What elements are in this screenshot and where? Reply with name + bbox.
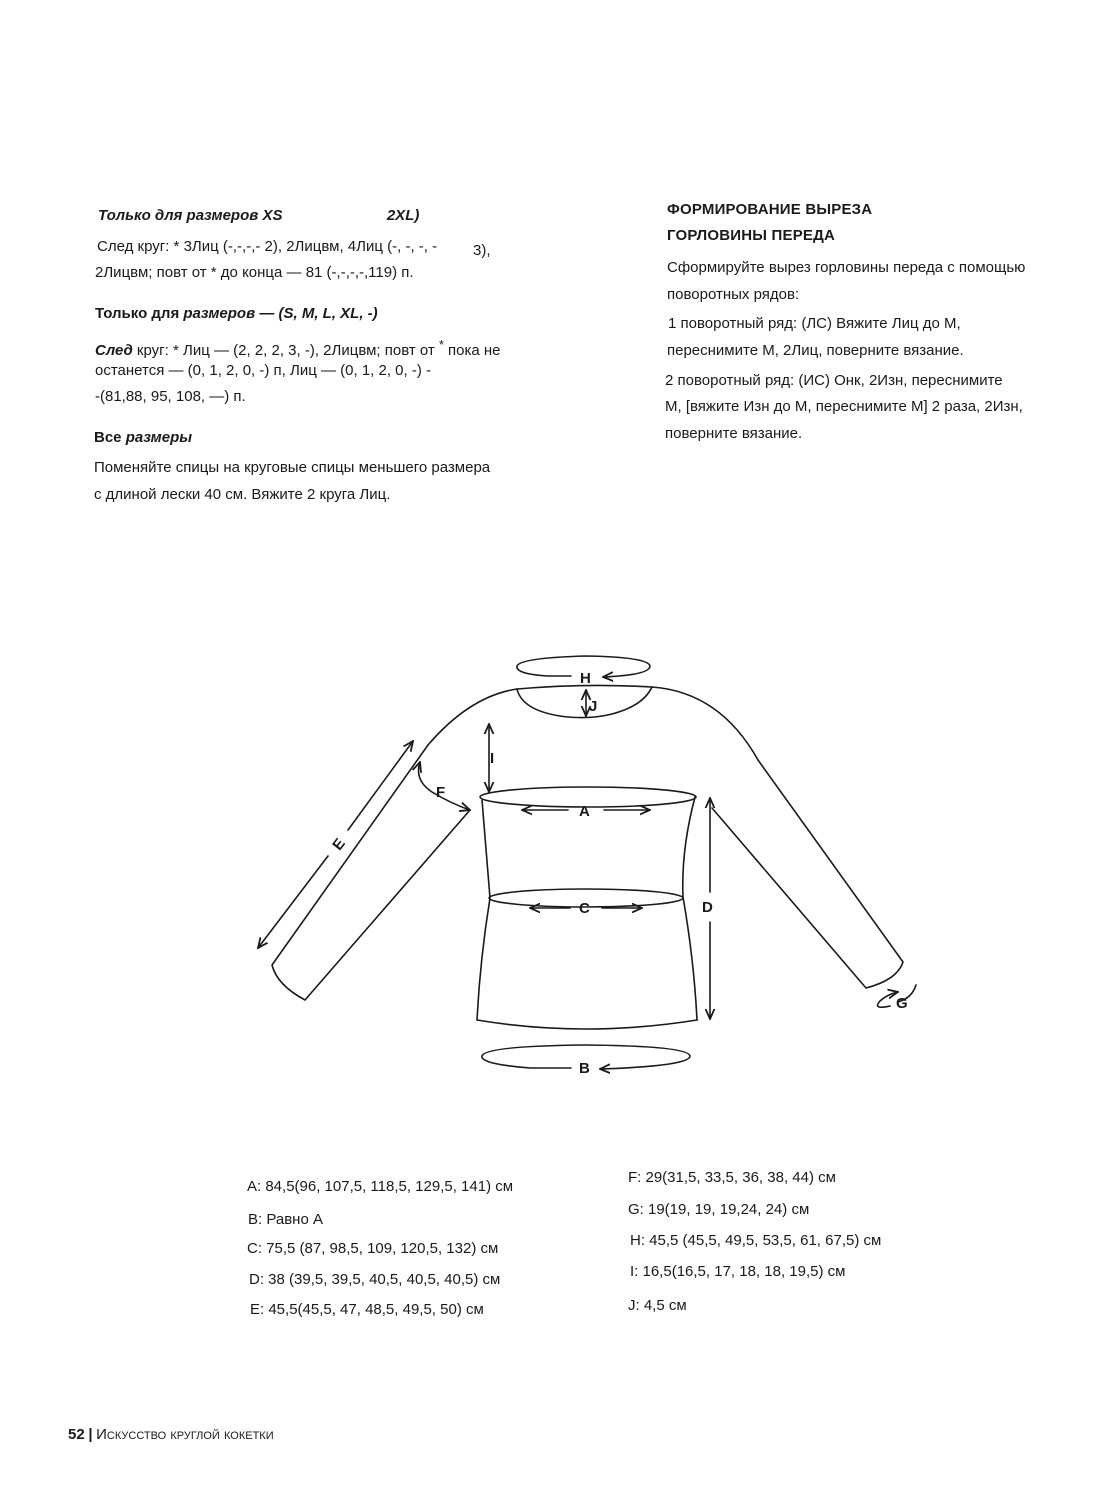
paragraph-line: След круг: * 3Лиц (-,-,-,- 2), 2Лицвм, 4Лиц (-, -, -, - bbox=[97, 238, 438, 255]
book-title: Искусство круглой кокетки bbox=[96, 1426, 274, 1443]
measurement-c: C: 75,5 (87, 98,5, 109, 120,5, 132) см bbox=[247, 1240, 499, 1257]
measurement-b: B: Равно А bbox=[248, 1211, 323, 1228]
paragraph-line: Поменяйте спицы на круговые спицы меньшего размера bbox=[94, 459, 491, 476]
measurement-h: H: 45,5 (45,5, 49,5, 53,5, 61, 67,5) см bbox=[630, 1232, 882, 1249]
measurement-f: F: 29(31,5, 33,5, 36, 38, 44) см bbox=[628, 1169, 836, 1186]
measurement-j: J: 4,5 см bbox=[628, 1297, 687, 1314]
paragraph-line: След круг: * Лиц — (2, 2, 2, 3, -), 2Лицвм; повт от * пока не bbox=[95, 338, 501, 359]
label-j: J bbox=[589, 698, 598, 715]
paragraph-line: 2 поворотный ряд: (ИС) Онк, 2Изн, переснимите bbox=[665, 372, 1003, 389]
label-h: H bbox=[580, 670, 591, 687]
paragraph-line: 2Лицвм; повт от * до конца — 81 (-,-,-,-,119) п. bbox=[95, 264, 414, 281]
label-e: E bbox=[329, 835, 349, 854]
label-c: C bbox=[579, 900, 590, 917]
paragraph-line: поворотных рядов: bbox=[667, 286, 800, 303]
paragraph-line: Сформируйте вырез горловины переда с помощью bbox=[667, 259, 1026, 276]
section-title: ФОРМИРОВАНИЕ ВЫРЕЗА bbox=[667, 201, 873, 218]
paragraph-fragment: 3), bbox=[473, 242, 491, 259]
footer-separator: | bbox=[88, 1426, 93, 1443]
measurement-g: G: 19(19, 19, 19,24, 24) см bbox=[628, 1201, 810, 1218]
label-f: F bbox=[436, 784, 446, 801]
section-heading-xs-2xl: Только для размеров XS 2XL) bbox=[98, 207, 420, 224]
label-d: D bbox=[702, 899, 713, 916]
paragraph-line: М, [вяжите Изн до М, переснимите М] 2 раза, 2Изн, bbox=[665, 398, 1023, 415]
section-heading-all-sizes: Все размеры bbox=[94, 429, 193, 446]
measurement-e: E: 45,5(45,5, 47, 48,5, 49,5, 50) см bbox=[250, 1301, 484, 1318]
measurement-d: D: 38 (39,5, 39,5, 40,5, 40,5, 40,5) см bbox=[249, 1271, 501, 1288]
paragraph-line: -(81,88, 95, 108, —) п. bbox=[95, 388, 246, 405]
body-right-side bbox=[683, 797, 697, 1020]
yoke-left-outline bbox=[428, 689, 517, 745]
neckline-outline bbox=[517, 687, 652, 718]
label-g: G bbox=[896, 995, 908, 1012]
section-title: ГОРЛОВИНЫ ПЕРЕДА bbox=[667, 227, 836, 244]
page-footer bbox=[68, 1426, 274, 1443]
paragraph-line: 1 поворотный ряд: (ЛС) Вяжите Лиц до М, bbox=[668, 315, 961, 332]
measurement-i: I: 16,5(16,5, 17, 18, 18, 19,5) см bbox=[630, 1263, 846, 1280]
paragraph-line: с длиной лески 40 см. Вяжите 2 круга Лиц. bbox=[94, 486, 391, 503]
measurement-a: A: 84,5(96, 107,5, 118,5, 129,5, 141) см bbox=[247, 1178, 514, 1195]
label-a: A bbox=[579, 803, 590, 820]
label-i: I bbox=[490, 750, 495, 767]
label-b: B bbox=[579, 1060, 590, 1077]
body-hem bbox=[477, 1020, 697, 1029]
paragraph-line: поверните вязание. bbox=[665, 425, 803, 442]
right-sleeve-outline bbox=[712, 760, 903, 988]
paragraph-line: останется — (0, 1, 2, 0, -) п, Лиц — (0, 1, 2, 0, -) - bbox=[95, 362, 431, 379]
page-number: 52 bbox=[68, 1426, 85, 1443]
yoke-right-outline bbox=[652, 687, 758, 760]
e-line-upper bbox=[348, 741, 413, 830]
section-heading-s-xl: Только для размеров — (S, M, L, XL, -) bbox=[95, 305, 378, 322]
body-left-side bbox=[477, 800, 490, 1020]
paragraph-line: переснимите М, 2Лиц, поверните вязание. bbox=[667, 342, 964, 359]
